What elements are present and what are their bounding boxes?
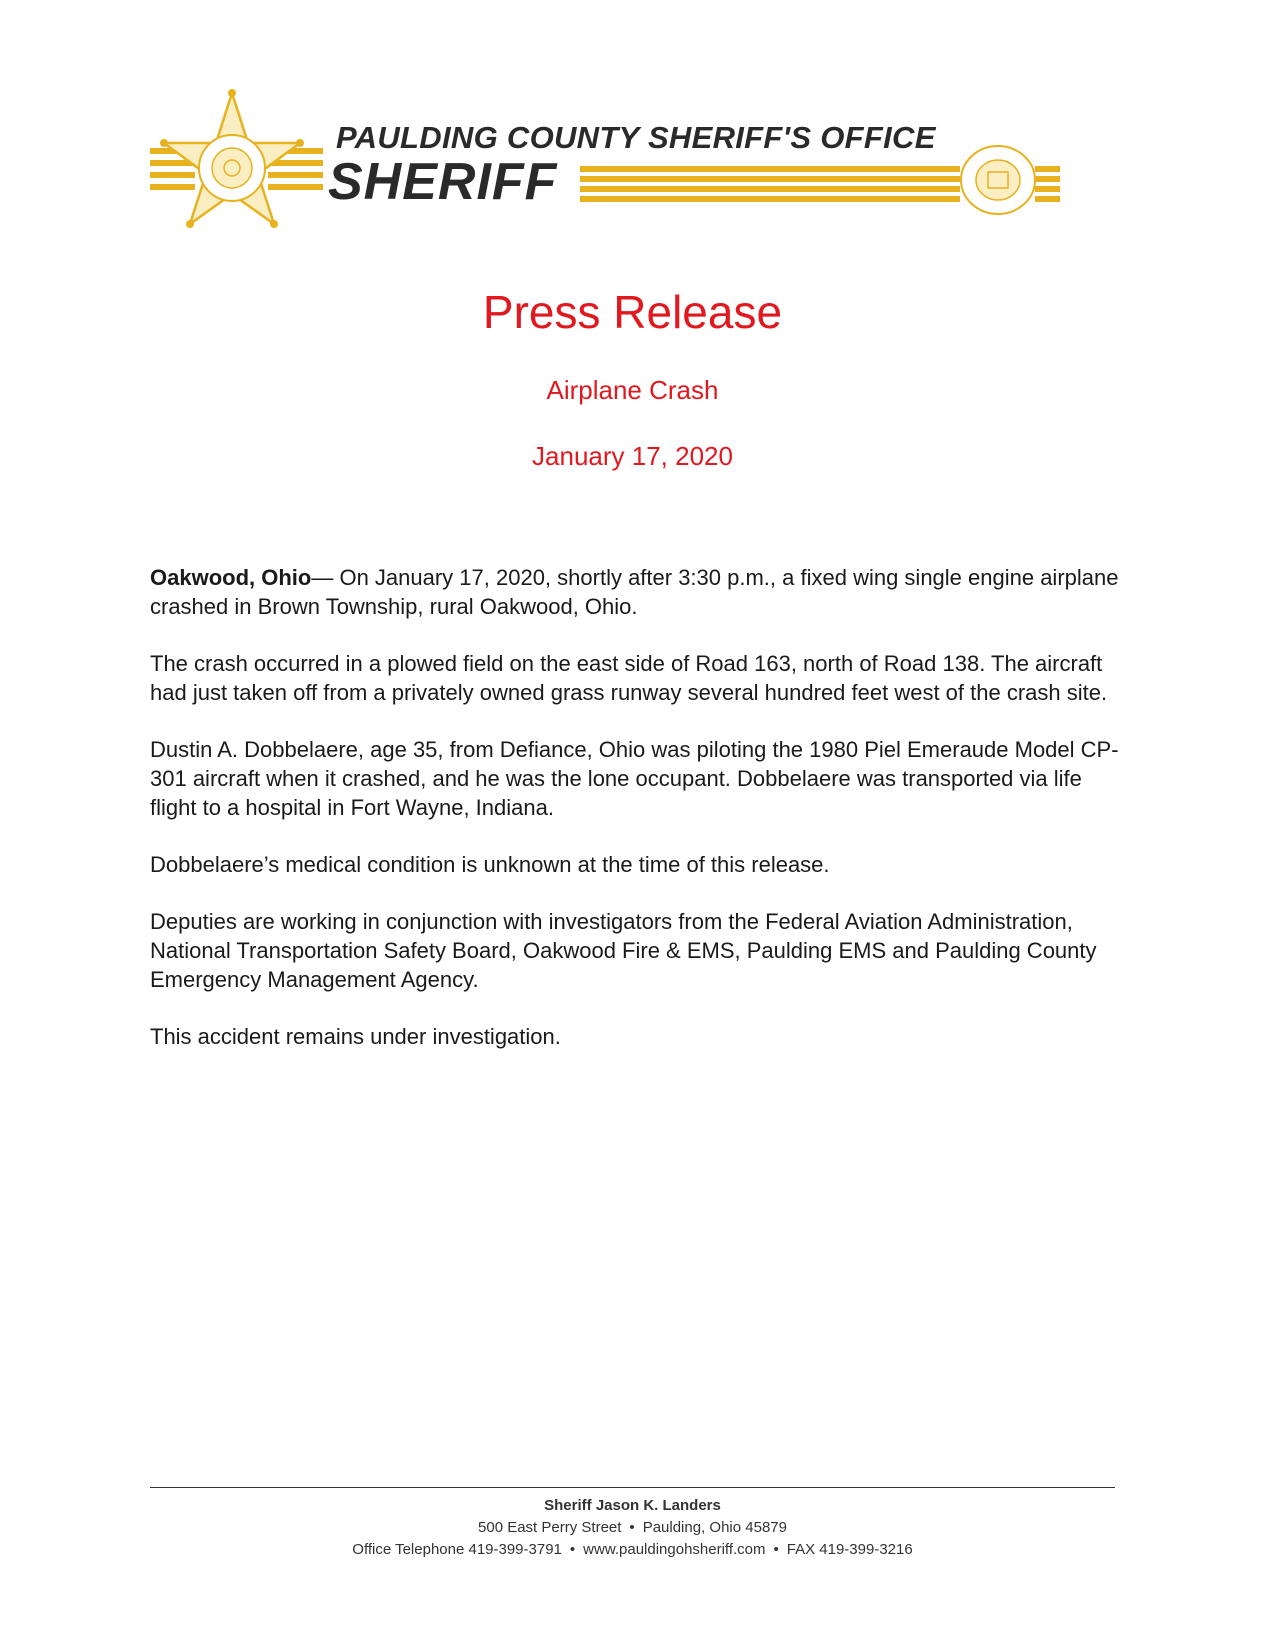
paragraph-5: Deputies are working in conjunction with investigators from the Federal Aviation Administration, National Transportation Safety Board, Oakwood Fire & EMS, Paulding EMS and Paulding County Emergency Management Agency. — [150, 909, 1097, 992]
footer-separator: • — [629, 1519, 635, 1536]
letterhead-graphic — [150, 88, 1110, 268]
paragraph-1-text: — On January 17, 2020, shortly after 3:30 p.m., a fixed wing single engine airplane crashed in Brown Township, rural Oakwood, Ohio. — [150, 565, 1119, 619]
ohio-seal-icon — [961, 146, 1035, 214]
footer-separator: • — [773, 1541, 779, 1558]
footer-website-link[interactable]: www.pauldingohsheriff.com — [583, 1541, 766, 1558]
paragraph-6: This accident remains under investigation. — [150, 1024, 561, 1049]
footer-street: 500 East Perry Street — [478, 1519, 622, 1536]
footer-contact — [0, 1541, 1265, 1558]
footer-phone: Office Telephone 419-399-3791 — [352, 1541, 562, 1558]
sheriff-title: SHERIFF — [328, 153, 558, 211]
footer-city: Paulding, Ohio 45879 — [642, 1519, 787, 1536]
release-body — [150, 563, 1130, 1079]
release-date: January 17, 2020 — [532, 441, 733, 471]
footer-sheriff-name: Sheriff Jason K. Landers — [544, 1497, 721, 1514]
letterhead — [150, 88, 1110, 268]
paragraph-3: Dustin A. Dobbelaere, age 35, from Defiance, Ohio was piloting the 1980 Piel Emeraude Model CP-301 aircraft when it crashed, and he was the lone occupant. Dobbelaere was transported via life flight to a hospital in Fort Wayne, Indiana. — [150, 737, 1119, 820]
dateline: Oakwood, Ohio — [150, 565, 312, 590]
release-subject: Airplane Crash — [546, 375, 719, 405]
footer-divider — [150, 1487, 1115, 1488]
footer-fax: FAX 419-399-3216 — [786, 1541, 913, 1558]
paragraph-1 — [150, 563, 1130, 621]
paragraph-2: The crash occurred in a plowed field on the east side of Road 163, north of Road 138. The aircraft had just taken off from a privately owned grass runway several hundred feet west of the crash site. — [150, 651, 1108, 705]
footer-separator: • — [569, 1541, 576, 1558]
page-title: Press Release — [482, 286, 783, 338]
footer-address — [0, 1519, 1265, 1536]
paragraph-4: Dobbelaere’s medical condition is unknown at the time of this release. — [150, 852, 830, 877]
office-name: PAULDING COUNTY SHERIFF'S OFFICE — [336, 120, 936, 155]
sheriff-star-badge-icon — [160, 89, 304, 228]
